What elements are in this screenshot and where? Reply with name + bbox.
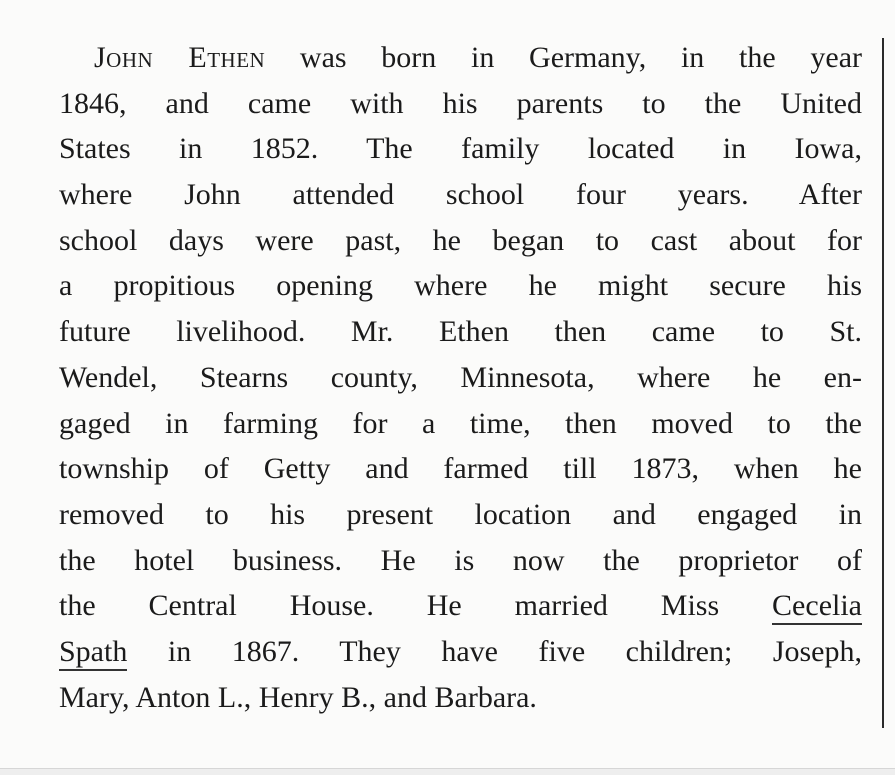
text-line-6: a propitious opening where he might secure his <box>59 269 862 303</box>
text-line-7: future livelihood. Mr. Ethen then came to St. <box>59 315 862 349</box>
text-line-14-rest: in 1867. They have five children; Joseph, <box>127 634 862 668</box>
text-line-12: the hotel business. He is now the proprietor of <box>59 543 862 577</box>
text-line-10: township of Getty and farmed till 1873, when he <box>59 452 862 486</box>
text-line-2: 1846, and came with his parents to the United <box>59 86 862 120</box>
text-line-11: removed to his present location and engaged in <box>59 497 862 531</box>
subject-name: John Ethen <box>94 41 266 74</box>
text-line-13-start: the Central House. He married Miss <box>59 589 773 623</box>
text-line-3: States in 1852. The family located in Iowa, <box>59 132 862 166</box>
biography-article <box>59 35 862 720</box>
underlined-name-spath: Spath <box>59 635 127 671</box>
text-line-14 <box>59 629 862 675</box>
text-line-13 <box>59 583 862 629</box>
text-line-5: school days were past, he began to cast about for <box>59 223 862 257</box>
text-line-8: Wendel, Stearns county, Minnesota, where he en- <box>59 360 862 394</box>
text-line-4: where John attended school four years. After <box>59 178 862 212</box>
column-rule <box>882 38 884 728</box>
underlined-name-cecelia: Cecelia <box>772 589 862 625</box>
text-line-1-rest: was born in Germany, in the year <box>265 41 862 74</box>
text-line-9: gaged in farming for a time, then moved to the <box>59 406 862 440</box>
text-line-15: Mary, Anton L., Henry B., and Barbara. <box>59 680 537 714</box>
text-line-1 <box>59 35 862 81</box>
scan-edge <box>0 768 895 775</box>
